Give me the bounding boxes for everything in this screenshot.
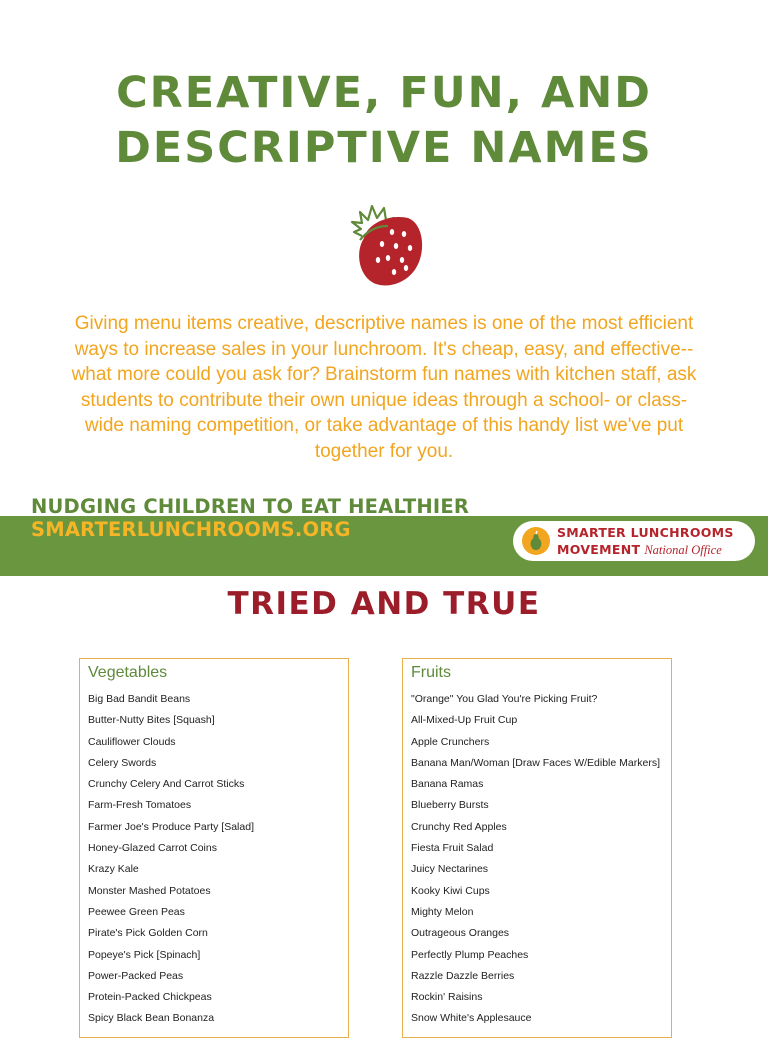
- list-item: Protein-Packed Chickpeas: [88, 991, 212, 1004]
- logo-line-2: MOVEMENT: [557, 541, 641, 557]
- logo-office: National Office: [644, 542, 722, 557]
- list-item: Banana Man/Woman [Draw Faces W/Edible Markers]: [411, 756, 660, 769]
- list-item: Honey-Glazed Carrot Coins: [88, 842, 217, 855]
- logo-line-1: SMARTER LUNCHROOMS: [557, 524, 734, 540]
- tagline: NUDGING CHILDREN TO EAT HEALTHIER: [31, 495, 470, 518]
- intro-paragraph: Giving menu items creative, descriptive names is one of the most efficient ways to increase sales in your lunchroom. It's cheap, easy, and effective-- what more could you ask for? Brainstorm fun names with kitchen staff, ask students to contribute their own unique ideas through a school- or class-wide naming competition, or take advantage of this handy list we've put together for you.: [71, 313, 697, 462]
- fruits-heading: Fruits: [411, 664, 451, 681]
- vegetables-heading: Vegetables: [88, 664, 168, 681]
- list-item: Razzle Dazzle Berries: [411, 969, 515, 982]
- pear-logo-icon: [521, 526, 551, 556]
- list-item: Outrageous Oranges: [411, 927, 510, 940]
- list-item: Peewee Green Peas: [88, 905, 185, 918]
- list-item: "Orange" You Glad You're Picking Fruit?: [411, 693, 598, 705]
- smarter-lunchrooms-logo: [513, 521, 755, 561]
- list-item: Celery Swords: [88, 756, 157, 769]
- list-item: Crunchy Red Apples: [411, 820, 507, 833]
- list-item: Pirate's Pick Golden Corn: [88, 927, 208, 940]
- list-item: Krazy Kale: [88, 863, 139, 876]
- list-item: Blueberry Bursts: [411, 799, 489, 812]
- vegetables-list: [88, 689, 348, 1030]
- strawberry-icon: [334, 196, 430, 292]
- list-item: Snow White's Applesauce: [411, 1012, 532, 1025]
- list-item: Power-Packed Peas: [88, 969, 184, 982]
- list-item: Mighty Melon: [411, 905, 474, 918]
- page-title-line-2: DESCRIPTIVE NAMES: [115, 123, 653, 173]
- page-title: [0, 66, 768, 176]
- page-title-line-1: CREATIVE, FUN, AND: [116, 68, 652, 118]
- list-item: Banana Ramas: [411, 778, 484, 791]
- list-item: Monster Mashed Potatoes: [88, 884, 211, 897]
- list-item: All-Mixed-Up Fruit Cup: [411, 714, 518, 727]
- list-item: Cauliflower Clouds: [88, 735, 176, 748]
- vegetables-list-box: [79, 658, 349, 1038]
- section-title: TRIED AND TRUE: [227, 586, 541, 622]
- list-item: Big Bad Bandit Beans: [88, 693, 191, 705]
- list-item: Fiesta Fruit Salad: [411, 842, 494, 855]
- list-item: Crunchy Celery And Carrot Sticks: [88, 778, 245, 791]
- list-item: Rockin' Raisins: [411, 991, 483, 1004]
- list-item: Perfectly Plump Peaches: [411, 948, 529, 961]
- fruits-list: [411, 689, 671, 1030]
- list-item: Apple Crunchers: [411, 735, 490, 748]
- list-item: Popeye's Pick [Spinach]: [88, 948, 201, 961]
- website-link[interactable]: SMARTERLUNCHROOMS.ORG: [31, 518, 351, 541]
- list-item: Butter-Nutty Bites [Squash]: [88, 714, 215, 727]
- list-item: Spicy Black Bean Bonanza: [88, 1012, 215, 1025]
- list-item: Juicy Nectarines: [411, 863, 489, 876]
- list-item: Kooky Kiwi Cups: [411, 884, 490, 897]
- fruits-list-box: [402, 658, 672, 1038]
- list-item: Farmer Joe's Produce Party [Salad]: [88, 820, 254, 833]
- list-item: Farm-Fresh Tomatoes: [88, 799, 192, 812]
